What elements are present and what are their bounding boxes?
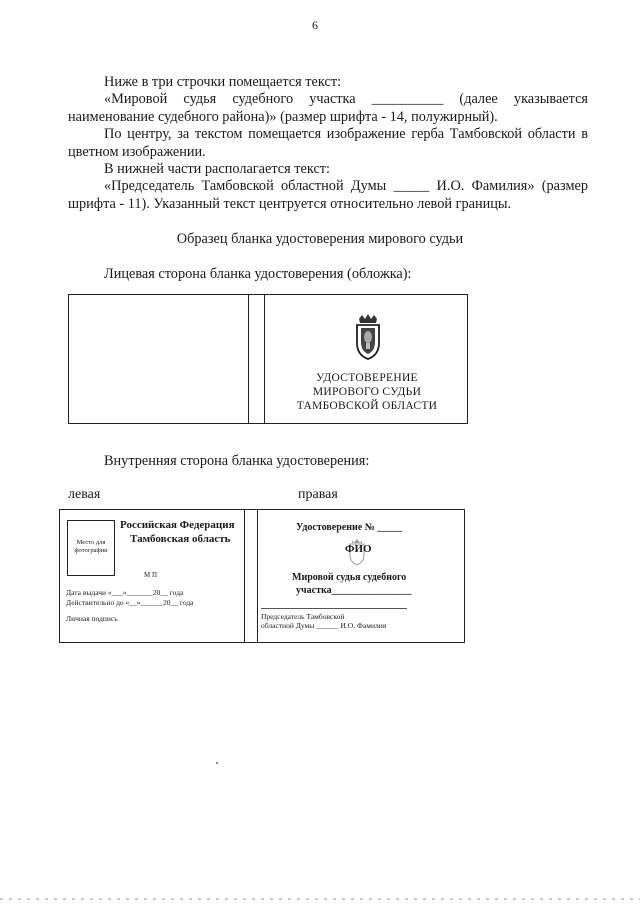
valid-until: Действительно до «__»______20__ года: [66, 598, 194, 607]
chairman-line-2: областной Думы ______ И.О. Фамилия: [261, 621, 387, 630]
region-title: Тамбовская область: [130, 533, 231, 545]
photo-place-text: Место для фотографии: [74, 539, 108, 554]
sample-title: Образец бланка удостоверения мирового судьи: [176, 231, 464, 247]
coat-of-arms-icon: [353, 313, 383, 361]
intro-paragraph-1: Ниже в три строчки помещается текст:: [104, 74, 342, 90]
intro-paragraph-2: «Мировой судья судебного участка __________ (далее указывается наименование судебного района)» (размер шрифта - 14, полужирный).: [68, 91, 588, 125]
scan-speck: [216, 762, 218, 764]
spine-line-left: [248, 295, 249, 423]
chairman-line-1: Председатель Тамбовской: [261, 612, 345, 621]
cover-title-line-3: ТАМБОВСКОЙ ОБЛАСТИ: [296, 400, 438, 412]
judge-line-1: Мировой судья судебного: [292, 572, 407, 583]
cover-title-line-2: МИРОВОГО СУДЬИ: [312, 386, 422, 398]
intro-paragraph-4: В нижней части располагается текст:: [104, 161, 331, 177]
federation-title: Российская Федерация: [120, 519, 235, 531]
inner-sample: [59, 509, 465, 643]
signature-label: Личная подпись: [66, 614, 118, 623]
cover-caption: Лицевая сторона бланка удостоверения (обложка):: [104, 266, 412, 282]
label-right: правая: [298, 487, 338, 502]
fio-emblem-overlay: [340, 538, 374, 568]
page-number: 6: [312, 18, 318, 32]
certificate-number: Удостоверение № _____: [296, 522, 403, 533]
stamp-place: М П: [144, 571, 158, 579]
issue-date: Дата выдачи «___»_______20__ года: [66, 588, 184, 597]
intro-paragraph-5: «Председатель Тамбовской областной Думы _____ И.О. Фамилия» (размер шрифта - 11). Указанный текст центруется относительно левой границы.: [68, 178, 588, 212]
label-left: левая: [68, 487, 101, 502]
photo-placeholder: [67, 520, 115, 576]
fio-label: ФИО: [345, 543, 372, 555]
intro-paragraph-3: По центру, за текстом помещается изображение герба Тамбовской области в цветном изображении.: [68, 126, 588, 160]
scan-bottom-edge: [0, 898, 640, 900]
inner-fold-line-a: [244, 510, 245, 642]
inner-fold-line-b: [257, 510, 258, 642]
signature-rule: [261, 608, 407, 609]
inner-caption: Внутренняя сторона бланка удостоверения:: [104, 453, 370, 469]
judge-line-2: участка________________: [296, 585, 412, 596]
cover-title-line-1: УДОСТОВЕРЕНИЕ: [316, 372, 418, 384]
cover-sample: [68, 294, 468, 424]
